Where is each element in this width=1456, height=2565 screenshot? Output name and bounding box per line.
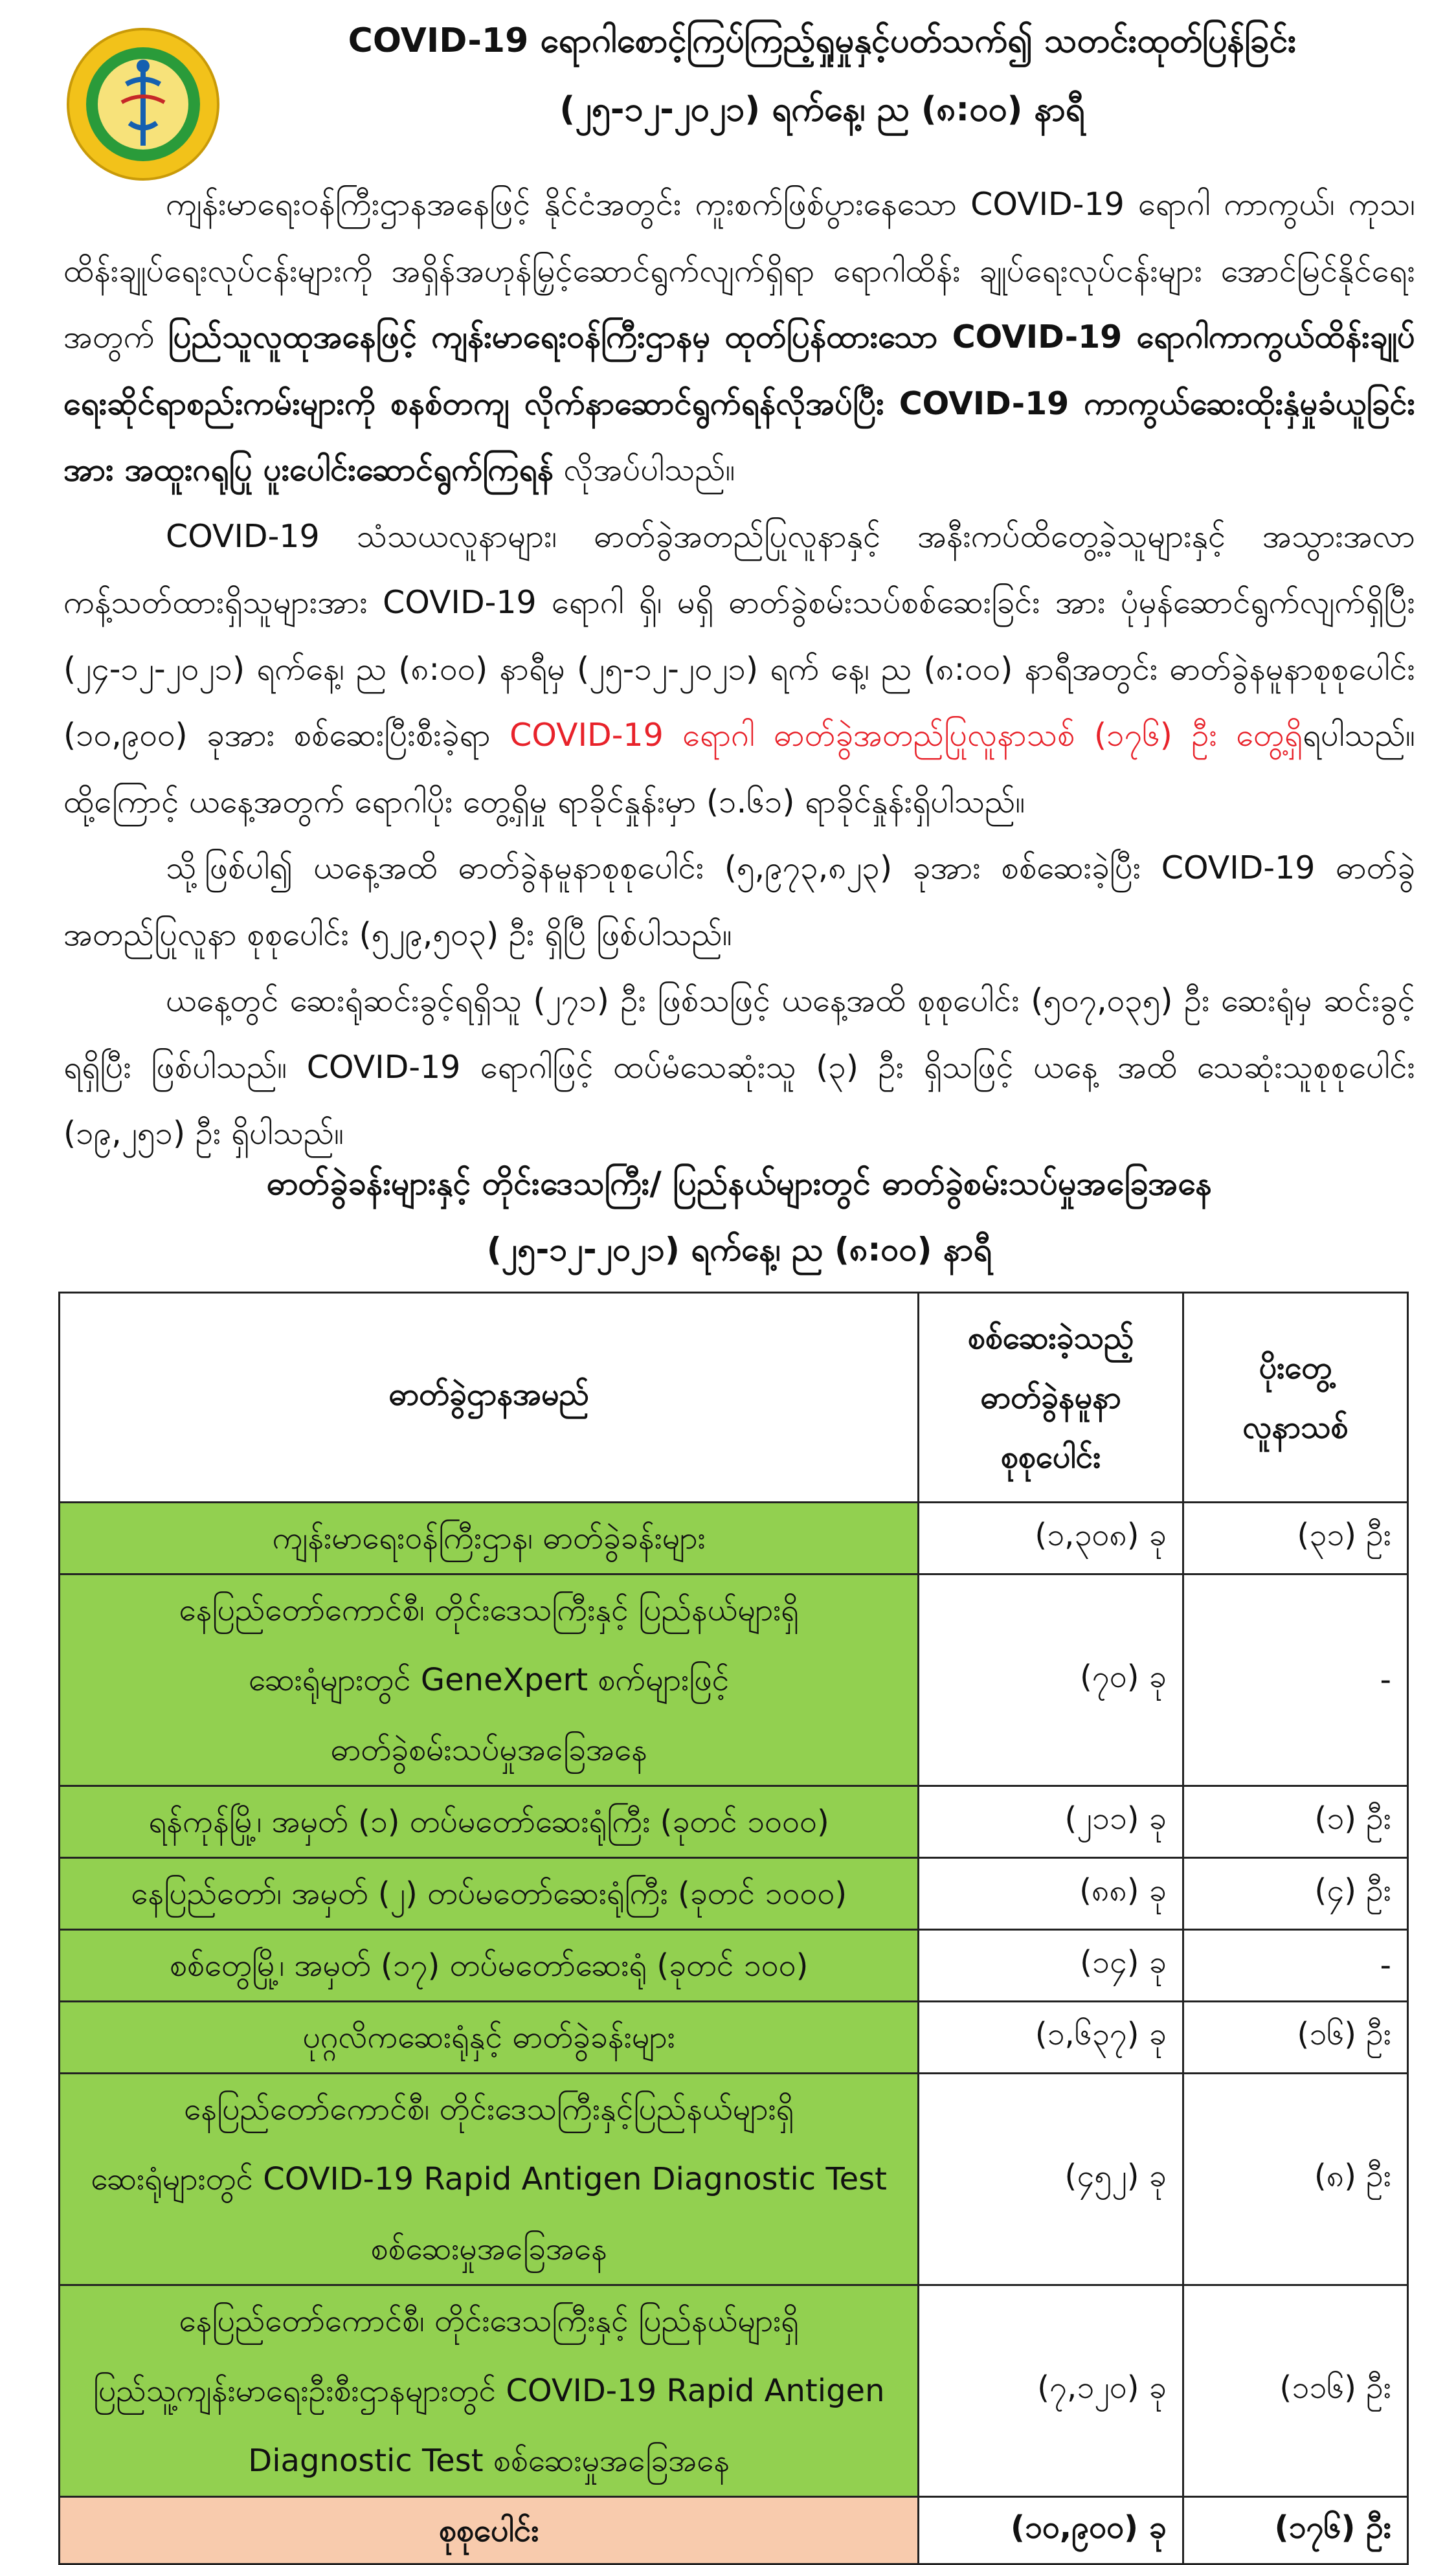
cases-cell: (၃၁) ဦး bbox=[1183, 1503, 1407, 1574]
samples-cell: (၇၀) ခု bbox=[919, 1574, 1183, 1786]
body-text bbox=[63, 172, 1415, 1167]
lab-name-cell: နေပြည်တော်ကောင်စီ၊ တိုင်းဒေသကြီးနှင့်ပြည်နယ်များရှိ ဆေးရုံများတွင် COVID-19 Rapid Antigen Diagnostic Test စစ်ဆေးမှုအခြေအနေ bbox=[60, 2074, 919, 2285]
cases-cell: - bbox=[1183, 1574, 1407, 1786]
total-samples-cell: (၁၀,၉၀၀) ခု bbox=[919, 2497, 1183, 2564]
samples-cell: (၂၁၁) ခု bbox=[919, 1786, 1183, 1858]
cases-cell: (၁၁၆) ဦး bbox=[1183, 2285, 1407, 2497]
paragraph-1-bold: ပြည်သူလူထုအနေဖြင့် ကျန်းမာရေးဝန်ကြီးဌာနမှ ထုတ်ပြန်ထားသော COVID-19 ရောဂါကာကွယ်ထိန်းချုပ်ရေးဆိုင်ရာစည်းကမ်းများကို စနစ်တကျ လိုက်နာဆောင်ရွက်ရန်လိုအပ်ပြီး COVID-19 ကာကွယ်ဆေးထိုးနှံမှုခံယူခြင်းအား အထူးဂရုပြု ပူးပေါင်းဆောင်ရွက်ကြရန် bbox=[63, 319, 1415, 488]
lab-name-cell: စစ်တွေမြို့၊ အမှတ် (၁၇) တပ်မတော်ဆေးရုံ (ခုတင် ၁၀၀) bbox=[60, 1930, 919, 2002]
table-row bbox=[60, 1574, 1408, 1786]
cases-cell: (၁၆) ဦး bbox=[1183, 2002, 1407, 2074]
lab-name-cell: ပုဂ္ဂလိကဆေးရုံနှင့် ဓာတ်ခွဲခန်းများ bbox=[60, 2002, 919, 2074]
samples-cell: (၁,၃၀၈) ခု bbox=[919, 1503, 1183, 1574]
lab-name-cell: နေပြည်တော်ကောင်စီ၊ တိုင်းဒေသကြီးနှင့် ပြည်နယ်များရှိ ပြည်သူ့ကျန်းမာရေးဦးစီးဌာနများတွင် COVID-19 Rapid Antigen Diagnostic Test စစ်ဆေးမှုအခြေအနေ bbox=[60, 2285, 919, 2497]
header-lab-name: ဓာတ်ခွဲဌာနအမည် bbox=[60, 1293, 919, 1503]
new-cases-highlight: COVID-19 ရောဂါ ဓာတ်ခွဲအတည်ပြုလူနာသစ် (၁၇၆) ဦး တွေ့ရှိ bbox=[510, 717, 1303, 754]
table-row bbox=[60, 2074, 1408, 2285]
cases-cell: (၄) ဦး bbox=[1183, 1858, 1407, 1930]
table-row bbox=[60, 2285, 1408, 2497]
lab-results-table bbox=[58, 1292, 1409, 2565]
samples-cell: (၇,၁၂၀) ခု bbox=[919, 2285, 1183, 2497]
header-new-cases: ပိုးတွေ့ လူနာသစ် bbox=[1183, 1293, 1407, 1503]
header-samples: စစ်ဆေးခဲ့သည့် ဓာတ်ခွဲနမူနာ စုစုပေါင်း bbox=[919, 1293, 1183, 1503]
lab-name-cell: ကျန်းမာရေးဝန်ကြီးဌာန၊ ဓာတ်ခွဲခန်းများ bbox=[60, 1503, 919, 1574]
table-row bbox=[60, 1858, 1408, 1930]
lab-name-cell: နေပြည်တော်၊ အမှတ် (၂) တပ်မတော်ဆေးရုံကြီး (ခုတင် ၁၀၀၀) bbox=[60, 1858, 919, 1930]
table-row bbox=[60, 1930, 1408, 2002]
table-row bbox=[60, 1786, 1408, 1858]
page-title: COVID-19 ရောဂါစောင့်ကြပ်ကြည့်ရှုမှုနှင့်ပတ်သက်၍ သတင်းထုတ်ပြန်ခြင်း bbox=[348, 21, 1297, 60]
table-title-date: (၂၅-၁၂-၂၀၂၁) ရက်နေ့၊ ည (၈:၀၀) နာရီ bbox=[486, 1231, 992, 1268]
total-cases-cell: (၁၇၆) ဦး bbox=[1183, 2497, 1407, 2564]
table-total-row bbox=[60, 2497, 1408, 2564]
total-label-cell: စုစုပေါင်း bbox=[60, 2497, 919, 2564]
samples-cell: (၄၅၂) ခု bbox=[919, 2074, 1183, 2285]
paragraph-4: ယနေ့တွင် ဆေးရုံဆင်းခွင့်ရရှိသူ (၂၇၁) ဦး ဖြစ်သဖြင့် ယနေ့အထိ စုစုပေါင်း (၅၀၇,၀၃၅) ဦး ဆေးရုံမှ ဆင်းခွင့်ရရှိပြီး ဖြစ်ပါသည်။ COVID-19 ရောဂါဖြင့် ထပ်မံသေဆုံးသူ (၃) ဦး ရှိသဖြင့် ယနေ့ အထိ သေဆုံးသူစုစုပေါင်း (၁၉,၂၅၁) ဦး ရှိပါသည်။ bbox=[63, 982, 1415, 1152]
samples-cell: (၁၄) ခု bbox=[919, 1930, 1183, 2002]
lab-name-cell: ရန်ကုန်မြို့၊ အမှတ် (၁) တပ်မတော်ဆေးရုံကြီး (ခုတင် ၁၀၀၀) bbox=[60, 1786, 919, 1858]
cases-cell: (၁) ဦး bbox=[1183, 1786, 1407, 1858]
paragraph-2: COVID-19 သံသယလူနာများ၊ ဓာတ်ခွဲအတည်ပြုလူနာနှင့် အနီးကပ်ထိတွေ့ခဲ့သူများနှင့် အသွားအလာကန့်သတ်ထားရှိသူများအား COVID-19 ရောဂါ ရှိ၊ မရှိ ဓာတ်ခွဲစမ်းသပ်စစ်ဆေးခြင်း အား ပုံမှန်ဆောင်ရွက်လျက်ရှိပြီး (၂၄-၁၂-၂၀၂၁) ရက်နေ့၊ ည (၈:၀၀) နာရီမှ (၂၅-၁၂-၂၀၂၁) ရက် နေ့၊ ည (၈:၀၀) နာရီအတွင်း ဓာတ်ခွဲနမူနာစုစုပေါင်း (၁၀,၉၀၀) ခုအား စစ်ဆေးပြီးစီးခဲ့ရာ COVID-19 ရောဂါ ဓာတ်ခွဲအတည်ပြုလူနာသစ် (၁၇၆) ဦး တွေ့ရှိရပါသည်။ ထို့ကြောင့် ယနေ့အတွက် ရောဂါပိုး တွေ့ရှိမှု ရာခိုင်နှုန်းမှာ (၁.၆၁) ရာခိုင်နှုန်းရှိပါသည်။ bbox=[63, 517, 1415, 820]
table-row bbox=[60, 1503, 1408, 1574]
table-title: ဓာတ်ခွဲခန်းများနှင့် တိုင်းဒေသကြီး/ ပြည်နယ်များတွင် ဓာတ်ခွဲစမ်းသပ်မှုအခြေအနေ bbox=[266, 1165, 1213, 1202]
cases-cell: - bbox=[1183, 1930, 1407, 2002]
cases-cell: (၈) ဦး bbox=[1183, 2074, 1407, 2285]
paragraph-3: သို့ဖြစ်ပါ၍ ယနေ့အထိ ဓာတ်ခွဲနမူနာစုစုပေါင်း (၅,၉၇၃,၈၂၃) ခုအား စစ်ဆေးခဲ့ပြီး COVID-19 ဓာတ်ခွဲအတည်ပြုလူနာ စုစုပေါင်း (၅၂၉,၅၀၃) ဦး ရှိပြီ ဖြစ်ပါသည်။ bbox=[63, 849, 1415, 953]
lab-name-cell: နေပြည်တော်ကောင်စီ၊ တိုင်းဒေသကြီးနှင့် ပြည်နယ်များရှိ ဆေးရုံများတွင် GeneXpert စက်များဖြင့် ဓာတ်ခွဲစမ်းသပ်မှုအခြေအနေ bbox=[60, 1574, 919, 1786]
samples-cell: (၈၈) ခု bbox=[919, 1858, 1183, 1930]
paragraph-1: ကျန်းမာရေးဝန်ကြီးဌာနအနေဖြင့် နိုင်ငံအတွင်း ကူးစက်ဖြစ်ပွားနေသော COVID-19 ရောဂါ ကာကွယ်၊ ကုသ၊ ထိန်းချုပ်ရေးလုပ်ငန်းများကို အရှိန်အဟုန်မြှင့်ဆောင်ရွက်လျက်ရှိရာ ရောဂါထိန်း ချုပ်ရေးလုပ်ငန်းများ အောင်မြင်နိုင်ရေးအတွက် ပြည်သူလူထုအနေဖြင့် ကျန်းမာရေးဝန်ကြီးဌာနမှ ထုတ်ပြန်ထားသော COVID-19 ရောဂါကာကွယ်ထိန်းချုပ်ရေးဆိုင်ရာစည်းကမ်းများကို စနစ်တကျ လိုက်နာဆောင်ရွက်ရန်လိုအပ်ပြီး COVID-19 ကာကွယ်ဆေးထိုးနှံမှုခံယူခြင်းအား အထူးဂရုပြု ပူးပေါင်းဆောင်ရွက်ကြရန် လိုအပ်ပါသည်။ bbox=[63, 186, 1415, 488]
samples-cell: (၁,၆၃၇) ခု bbox=[919, 2002, 1183, 2074]
table-row bbox=[60, 2002, 1408, 2074]
page-title-date: (၂၅-၁၂-၂၀၂၁) ရက်နေ့၊ ည (၈:၀၀) နာရီ bbox=[559, 90, 1085, 129]
table-header-row bbox=[60, 1293, 1408, 1503]
